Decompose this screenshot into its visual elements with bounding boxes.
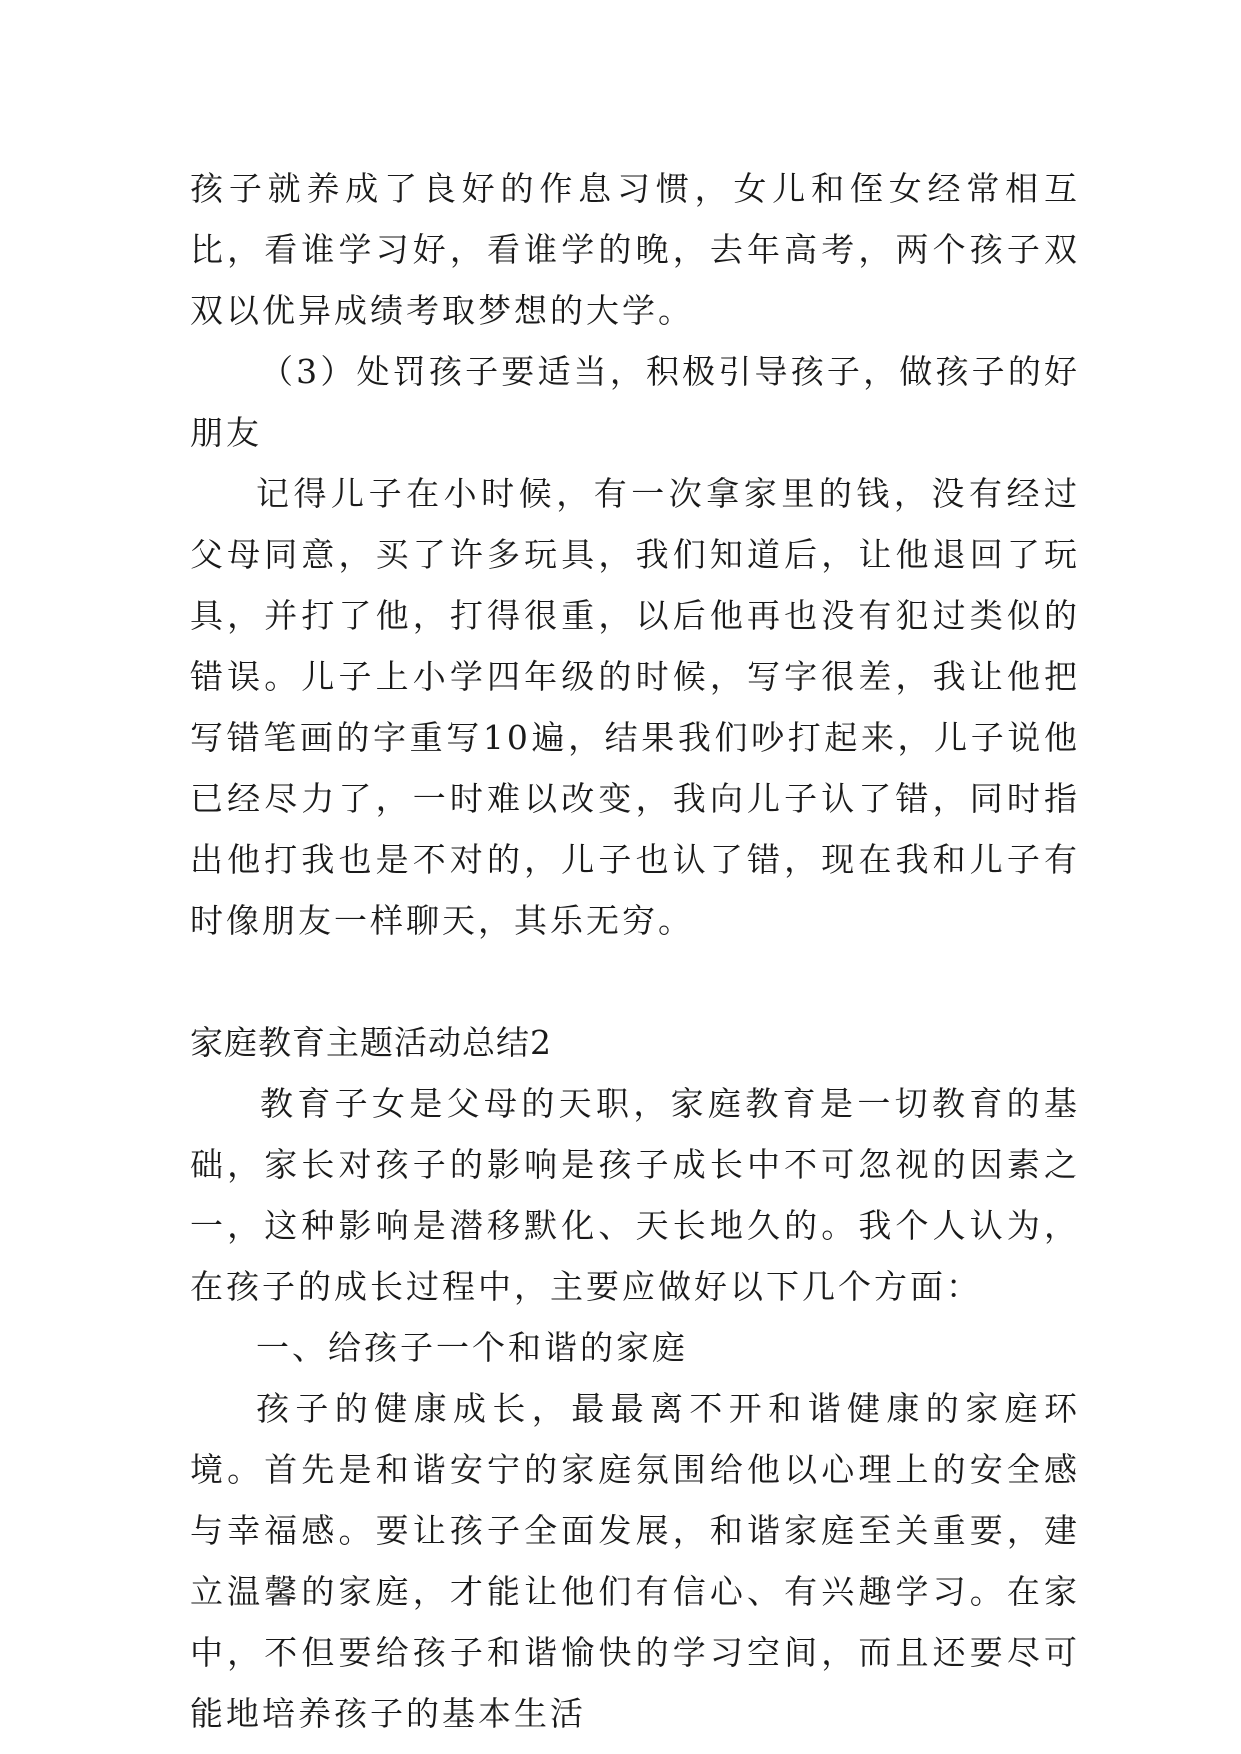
paragraph-continuation: 孩子就养成了良好的作息习惯，女儿和侄女经常相互比，看谁学习好，看谁学的晚，去年高考，两个孩子双双以优异成绩考取梦想的大学。 [190,169,1080,330]
subheading-punishment: （3）处罚孩子要适当，积极引导孩子，做孩子的好朋友 [190,352,1080,452]
subheading-harmonious-family: 一、给孩子一个和谐的家庭 [256,1328,688,1367]
paragraph-family-environment: 孩子的健康成长，最最离不开和谐健康的家庭环境。首先是和谐安宁的家庭氛围给他以心理上的安全感与幸福感。要让孩子全面发展，和谐家庭至关重要，建立温馨的家庭，才能让他们有信心、有兴趣学习。在家中，不但要给孩子和谐愉快的学习空间，而且还要尽可能地培养孩子的基本生活 [190,1389,1080,1733]
paragraph-son-story: 记得儿子在小时候，有一次拿家里的钱，没有经过父母同意，买了许多玩具，我们知道后，让他退回了玩具，并打了他，打得很重，以后他再也没有犯过类似的错误。儿子上小学四年级的时候，写字很差，我让他把写错笔画的字重写10遍，结果我们吵打起来，儿子说他已经尽力了，一时难以改变，我向儿子认了错，同时指出他打我也是不对的，儿子也认了错，现在我和儿子有时像朋友一样聊天，其乐无穷。 [190,474,1080,940]
section-title: 家庭教育主题活动总结2 [190,1023,552,1062]
document-body [190,158,1080,1744]
paragraph-intro: 教育子女是父母的天职，家庭教育是一切教育的基础，家长对孩子的影响是孩子成长中不可忽视的因素之一，这种影响是潜移默化、天长地久的。我个人认为，在孩子的成长过程中，主要应做好以下几个方面： [190,1084,1080,1306]
